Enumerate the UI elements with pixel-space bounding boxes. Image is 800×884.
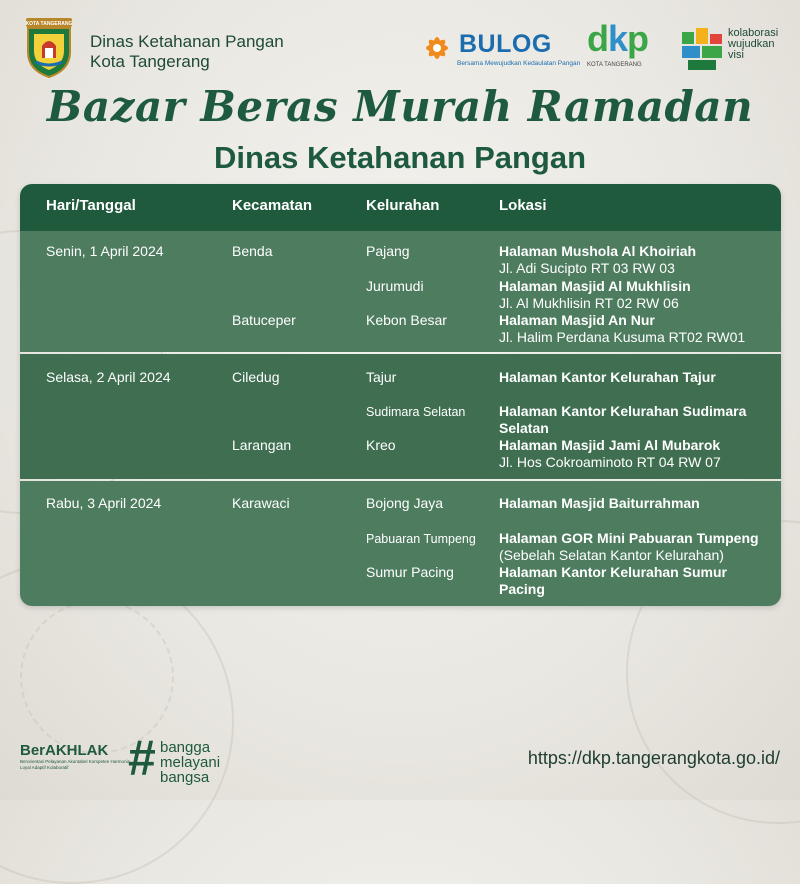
kota-tangerang-crest-logo [20,18,78,78]
kelurahan-cell: Pajang [366,243,410,259]
bangga-line3: bangsa [160,769,210,786]
lokasi-cell [499,403,769,437]
date-cell: Senin, 1 April 2024 [46,243,164,259]
kecamatan-cell: Larangan [232,437,292,453]
kelurahan-cell: Bojong Jaya [366,495,444,511]
bangga-line2: melayani [160,754,221,771]
berakhlak-subtitle: Berorientasi Pelayanan Akuntabel Kompeten Harmonis Loyal Adaptif Kolaboratif [20,759,130,770]
lokasi-name: Halaman Masjid Jami Al Mubarok [499,437,721,453]
table-header [20,184,781,231]
table-row-group [20,481,781,606]
lokasi-name: Halaman Kantor Kelurahan Sumur Pacing [499,564,727,597]
website-url: https://dkp.tangerangkota.go.id/ [527,748,780,768]
lokasi-cell [499,369,769,386]
lokasi-name: Halaman Mushola Al Khoiriah [499,243,697,259]
kecamatan-cell: Batuceper [232,312,296,328]
date-cell: Selasa, 2 April 2024 [46,369,171,385]
kolaborasi-line2: wujudkan [728,38,775,50]
bulog-tagline: Bersama Mewujudkan Kedaulatan Pangan [457,60,581,67]
lokasi-address: Jl. Al Mukhlisin RT 02 RW 06 [499,295,679,311]
lokasi-name: Halaman GOR Mini Pabuaran Tumpeng [499,530,759,546]
bulog-flower-icon [417,28,457,68]
bangga-line1: bangga [160,739,211,756]
lokasi-cell [499,243,769,277]
kolaborasi-text [728,28,778,61]
bulog-wordmark: BULOG [459,30,552,58]
dkp-letter-k: k [608,18,628,59]
lokasi-cell [499,278,769,312]
kecamatan-cell: Ciledug [232,369,280,385]
lokasi-name: Halaman Masjid Baiturrahman [499,495,700,511]
kolaborasi-emblem-icon [680,24,724,74]
dkp-letter-d: d [587,18,608,59]
schedule-table [20,184,781,606]
date-cell: Rabu, 3 April 2024 [46,495,162,511]
header [20,18,780,78]
dkp-logo [585,18,665,74]
hashtag-icon: # [128,730,156,786]
lokasi-name: Halaman Kantor Kelurahan Sudimara Selatan [499,403,747,436]
kelurahan-cell: Kebon Besar [366,312,447,328]
bangga-text [160,740,220,785]
agency-name [90,32,284,72]
lokasi-address: (Sebelah Selatan Kantor Kelurahan) [499,547,724,563]
lokasi-name: Halaman Kantor Kelurahan Tajur [499,369,716,385]
dkp-wordmark [587,18,648,60]
lokasi-cell [499,564,769,598]
event-title: Bazar Beras Murah Ramadan [46,82,754,131]
kecamatan-cell: Karawaci [232,495,290,511]
lokasi-name: Halaman Masjid Al Mukhlisin [499,278,691,294]
kolaborasi-line1: kolaborasi [728,27,779,39]
berakhlak-logo [20,742,130,782]
column-header-date: Hari/Tanggal [46,197,136,214]
column-header-kecamatan: Kecamatan [232,197,313,214]
kolaborasi-logo [680,20,790,78]
lokasi-address: Jl. Halim Perdana Kusuma RT02 RW01 [499,329,746,345]
event-subtitle: Dinas Ketahanan Pangan [213,140,587,175]
kelurahan-cell: Pabuaran Tumpeng [366,532,476,546]
bulog-logo [417,24,581,74]
dkp-letter-p: p [627,18,649,59]
lokasi-cell [499,437,769,471]
lokasi-address: Jl. Hos Cokroaminoto RT 04 RW 07 [499,454,721,470]
lokasi-cell [499,312,769,346]
kelurahan-cell: Sumur Pacing [366,564,454,580]
kelurahan-cell: Tajur [366,369,397,385]
lokasi-name: Halaman Masjid An Nur [499,312,655,328]
bangga-melayani-bangsa-logo [128,730,248,790]
lokasi-address: Jl. Adi Sucipto RT 03 RW 03 [499,260,675,276]
berakhlak-wordmark: BerAKHLAK [20,742,109,759]
lokasi-cell [499,495,769,512]
agency-name-line2: Kota Tangerang [90,52,210,71]
table-row-group [20,354,781,479]
column-header-lokasi: Lokasi [499,197,547,214]
table-row-group [20,231,781,352]
kecamatan-cell: Benda [232,243,273,259]
column-header-kelurahan: Kelurahan [366,197,440,214]
lokasi-cell [499,530,769,564]
kelurahan-cell: Sudimara Selatan [366,405,466,419]
kelurahan-cell: Kreo [366,437,396,453]
dkp-subtitle: KOTA TANGERANG [587,62,642,68]
agency-name-line1: Dinas Ketahanan Pangan [90,32,284,51]
kolaborasi-line3: visi [728,49,744,61]
crest-label: KOTA TANGERANG [25,20,73,27]
kelurahan-cell: Jurumudi [366,278,424,294]
